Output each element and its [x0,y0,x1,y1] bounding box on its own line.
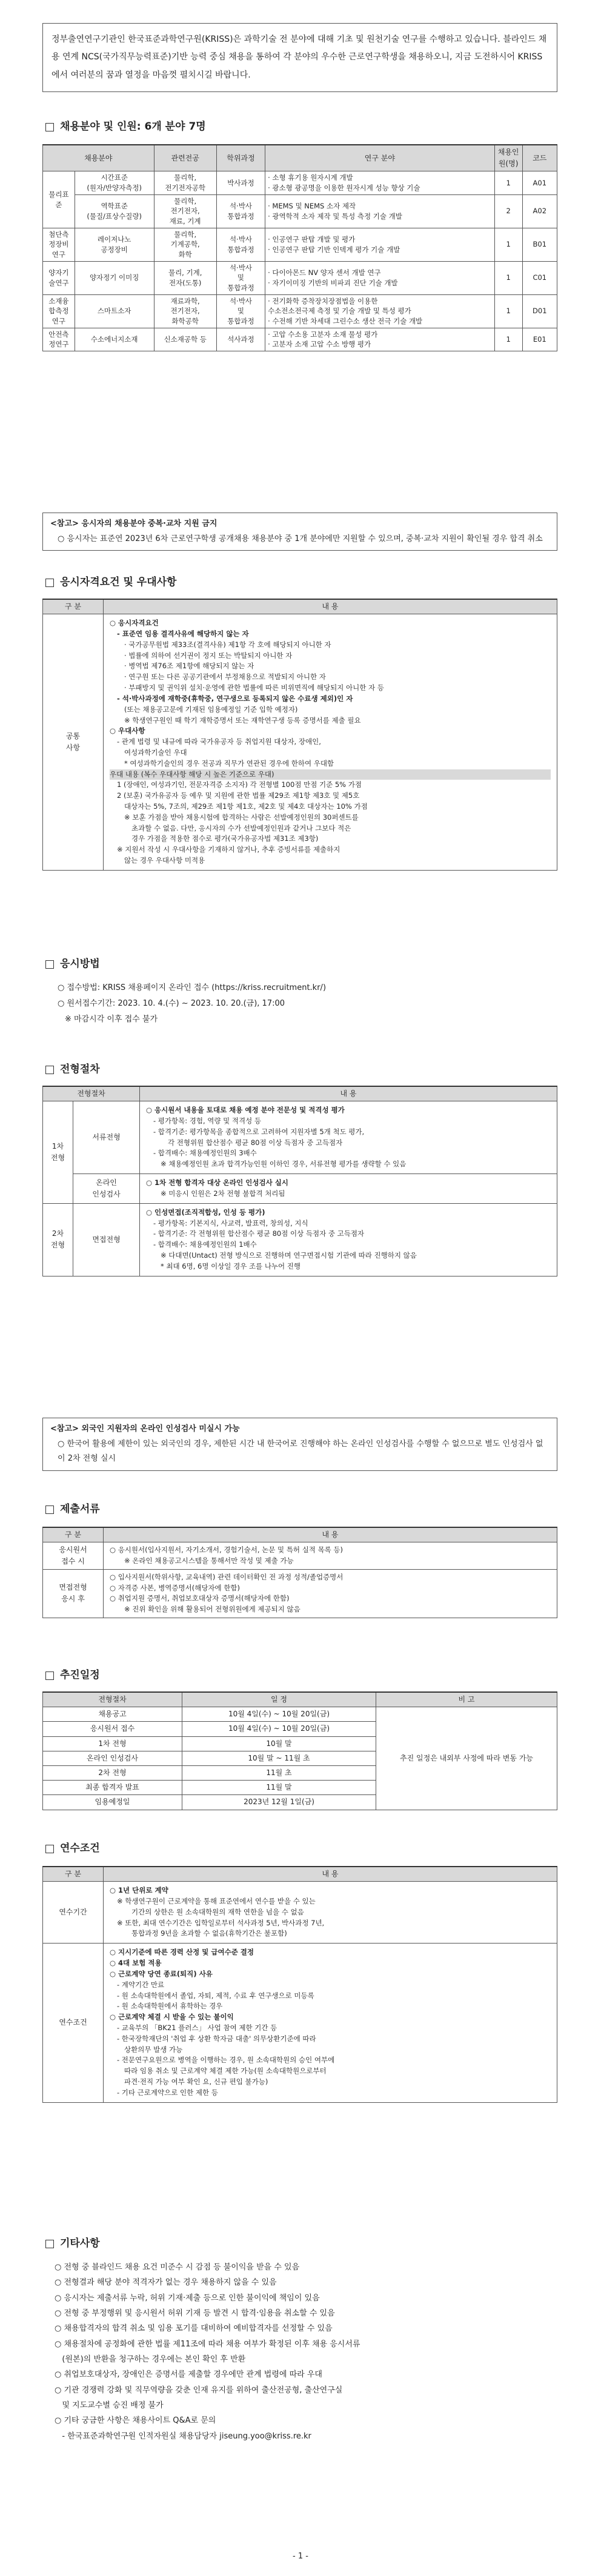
schedule-step: 임용예정일 [43,1795,182,1810]
note-body: ○ 응시자는 표준연 2023년 6차 근로연구학생 공개채용 채용분야 중 1개 분야에만 지원할 수 있으며, 중복·교차 지원이 확인될 경우 합격 취소 [58,534,543,543]
list-item: ○ 원서접수기간: 2023. 10. 4.(수) ~ 2023. 10. 20.(금), 17:00 [58,999,285,1008]
content-line: - 전문연구요원으로 병역을 이행하는 경우, 원 소속대학원의 승인 여부에 [117,2056,335,2065]
section-title-text: 연수조건 [60,1842,100,1854]
cell-major: 재료과학, 전기전자, 화학공학 [154,294,216,328]
table-row [43,171,557,194]
row-label: 연수기간 [43,1882,104,1944]
cell-code: B01 [522,228,557,261]
row-content [104,1569,557,1618]
content-line: - 합격기준: 각 전형위원 합산점수 평균 80점 이상 득점자 중 고득점자 [153,1229,365,1238]
col-header: 내 용 [140,1086,557,1101]
cell-major: 물리학, 전기전자, 재료, 기계 [154,194,216,228]
col-header: 일 정 [182,1692,376,1707]
content-line: · 병역법 제76조 제1항에 해당되지 않는 자 [124,662,254,671]
step-content [140,1101,557,1174]
schedule-step: 채용공고 [43,1707,182,1722]
list-item: ○ 채용합격자의 합격 취소 및 임용 포기를 대비하여 예비합격자를 선정할 수 있음 [55,2324,333,2334]
row-label: 응시원서 접수 시 [43,1542,104,1570]
content-line: · 법률에 의하여 선거권이 정지 또는 박탈되지 아니한 자 [124,651,293,660]
cell-code: E01 [522,328,557,351]
application-method-list [58,980,554,1027]
col-header: 전형절차 [43,1086,140,1101]
content-line: ○ 1년 단위로 계약 [110,1886,168,1895]
cell-research: · 인공연구 판탑 개발 및 평가 · 인공연구 판탑 기반 인덱계 평가 기술 개발 [265,228,495,261]
cell-major: 물리학, 전기전자공학 [154,171,216,194]
col-header: 내 용 [104,1527,557,1542]
content-line: * 여성과학기술인의 경우 전공과 직무가 연관된 경우에 한하여 우대함 [124,759,334,768]
col-header: 학위과정 [216,145,265,171]
intro-box: 정부출연연구기관인 한국표준과학연구원(KRISS)은 과학기술 전 분야에 대해 기초 및 원천기술 연구를 수행하고 있습니다. 블라인드 채용 연계 NCS(국가직무능력표준)기반 능력 중심 채용을 통하여 각 분야의 우수한 근로연구학생을 채용하오니, 지금 도전하시어 KRISS에서 여러분의 꿈과 열정을 마음껏 펼치시길 바랍니다. [42,23,557,92]
content-line: - 교육부의 「BK21 플러스」 사업 참여 제한 기간 등 [117,2023,277,2032]
table-row [43,1203,557,1276]
content-line: ○ 취업지원 증명서, 취업보호대상자 증명서(해당자에 한함) [110,1594,290,1603]
schedule-step: 온라인 인성검사 [43,1751,182,1765]
content-line: - 계약기간 만료 [117,1980,165,1989]
note-body: ○ 한국어 활용에 제한이 있는 외국인의 경우, 제한된 시간 내 한국어로 진행해야 하는 온라인 인성검사를 수행할 수 없으므로 별도 인성검사 없이 2차 전형 실시 [58,1439,543,1464]
col-header: 비 고 [376,1692,557,1707]
content-line: - 원 소속대학원에서 휴학하는 경우 [117,2002,223,2011]
group-cell: 물리표준 [43,171,75,228]
section-title-training-conditions [45,1841,100,1857]
checkbox-icon [45,1845,54,1853]
content-line: ※ 온라인 채용공고시스템을 통해서만 작성 및 제출 가능 [124,1556,294,1565]
content-line: ※ 또한, 최대 연수기간은 입학일로부터 석사과정 5년, 박사과정 7년, [117,1918,325,1927]
table-row [43,1944,557,2102]
col-header: 구 분 [43,1527,104,1542]
list-item: ○ 응시자는 제출서류 누락, 허위 기재·제출 등으로 인한 불이익에 책임이 있음 [55,2293,320,2303]
col-header: 관련전공 [154,145,216,171]
table-row [43,1174,557,1204]
content-line: - 평가항목: 경험, 역량 및 적격성 등 [153,1117,262,1125]
section-title-text: 전형절차 [60,1063,100,1075]
cell-research: · 소형 휴기용 원자시계 개발 · 광소형 광공명을 이용한 원자시계 성능 향상 기술 [265,171,495,194]
content-line: ○ 자격증 사본, 병역증명서(해당자에 한함) [110,1583,241,1592]
cell-n: 1 [494,294,522,328]
content-line: 경우 가점을 적용한 점수로 평가(국가유공자법 제31조 제3항) [131,834,319,843]
documents-table [42,1527,557,1618]
cell-major: 신소재공학 등 [154,328,216,351]
checkbox-icon [45,2240,54,2248]
checkbox-icon [45,1671,54,1680]
col-header: 전형절차 [43,1692,182,1707]
cell-code: A01 [522,171,557,194]
schedule-date: 10월 말 [182,1736,376,1751]
selection-table [42,1086,557,1276]
content-line: · 부패방지 및 권익위 설치·운영에 관한 법률에 따른 비위면직에 해당되지 아니한 자 등 [124,683,384,692]
table-row [43,1707,557,1722]
cell-research: · 전기화학 증착장치장점법을 이용한 수소전소전극제 측정 및 기술 개발 및 특성 평가 · 수전해 기반 차세대 그린수소 생산 전극 기술 개발 [265,294,495,328]
section-title-selection-process [45,1061,100,1078]
group-cell: 첨단측정장비연구 [43,228,75,261]
content-line: 2 (보훈) 국가유공자 등 예우 및 지원에 관한 법률 제29조 제1항 제3호 및 제5호 [117,791,360,800]
cell-degree: 석·박사 통합과정 [216,194,265,228]
list-item: ○ 기타 궁금한 사항은 채용사이트 Q&A로 문의 [55,2416,216,2426]
schedule-remark: 추진 일정은 내외부 사정에 따라 변동 가능 [376,1707,557,1810]
schedule-step: 응시원서 접수 [43,1722,182,1736]
group-cell: 양자기술연구 [43,261,75,294]
schedule-date: 2023년 12월 1일(금) [182,1795,376,1810]
content-line: ※ 지원서 작성 시 우대사항을 기재하지 않거나, 추후 증빙서류를 제출하지 [117,845,340,854]
col-header: 채용분야 [43,145,154,171]
checkbox-icon [45,960,54,969]
schedule-step: 최종 합격자 발표 [43,1781,182,1795]
content-line: ※ 미응시 인원은 2차 전형 불합격 처리됨 [161,1189,285,1198]
content-line: - 원 소속대학원에서 졸업, 자퇴, 제적, 수료 후 연구생으로 미등록 [117,1991,314,2000]
content-line: - 기타 근로계약으로 인한 제한 등 [117,2088,218,2097]
content-line: * 최대 6명, 6명 이상일 경우 조를 나누어 진행 [161,1261,301,1270]
cell-n: 2 [494,194,522,228]
cell-field: 수소에너지소재 [75,328,154,351]
cell-degree: 석·박사 및 통합과정 [216,294,265,328]
table-row [43,261,557,294]
row-content [104,1542,557,1570]
list-item: ○ 전형 중 블라인드 채용 요건 미준수 시 감점 등 불이익을 받을 수 있음 [55,2263,300,2272]
content-line: ※ 진위 확인을 위해 활용되어 전형위원에게 제공되지 않음 [124,1605,300,1614]
stage-cell: 1차 전형 [43,1101,73,1204]
note-foreign-applicants [42,1418,557,1471]
cell-code: A02 [522,194,557,228]
section-title-text: 응시자격요건 및 우대사항 [60,576,177,588]
qualifications-table [42,599,557,871]
table-row [43,1101,557,1174]
others-list [55,2260,557,2444]
section-title-schedule [45,1667,100,1684]
content-line: 상환의무 발생 가능 [124,2045,183,2054]
cell-n: 1 [494,261,522,294]
note-title: <참고> 외국인 지원자의 온라인 인성검사 미실시 가능 [50,1424,240,1433]
content-line: - 합격기준: 평가항목을 종합적으로 고려하여 지원자별 5개 척도 평가, [153,1127,365,1136]
content-line: ○ 근로계약 체결 시 받을 수 있는 불이익 [110,2013,234,2022]
row-label: 면접전형 응시 후 [43,1569,104,1618]
list-item: ○ 취업보호대상자, 장애인은 증명서를 제출할 경우에만 관계 법령에 따라 우대 [55,2370,322,2380]
content-line: ○ 입사지원서(학위사항, 교육내역) 관련 데이터확인 전 과정 성적/졸업증명서 [110,1572,344,1581]
table-row [43,194,557,228]
cell-research: · 고압 수소용 고분자 소재 물성 평가 · 고분자 소재 고압 수소 방행 평가 [265,328,495,351]
step-name: 면접전형 [73,1203,140,1276]
stage-cell: 2차 전형 [43,1203,73,1276]
col-header: 구 분 [43,599,104,614]
content-line: - 합격배수: 채용예정인원의 3배수 [153,1149,257,1158]
schedule-step: 2차 전형 [43,1765,182,1780]
schedule-date: 11월 말 [182,1781,376,1795]
list-item: - 한국표준과학연구원 인적자원실 채용담당자 jiseung.yoo@kriss.re.kr [55,2431,311,2441]
step-content [140,1174,557,1204]
cell-degree: 석·박사 통합과정 [216,228,265,261]
content-line: ○ 근로계약 당연 종료(퇴직) 사유 [110,1969,213,1978]
table-row [43,1542,557,1570]
cell-code: C01 [522,261,557,294]
section-title-text: 추진일정 [60,1669,100,1681]
table-row [43,1882,557,1944]
row-label: 연수조건 [43,1944,104,2102]
content-line: 초과할 수 없음. 다만, 응시자의 수가 선발예정인원과 같거나 그보다 적은 [131,823,351,832]
training-table [42,1866,557,2103]
list-item: ○ 기관 경쟁력 강화 및 직무역량을 갖춘 인재 유지를 위하여 출산전공형, 출산연구실 [55,2385,343,2395]
cell-field: 스마트소자 [75,294,154,328]
content-line: - 합격배수: 채용예정인원의 1배수 [153,1240,257,1249]
schedule-table [42,1691,557,1810]
content-line: 여성과학기술인 우대 [124,748,187,757]
schedule-date: 11월 초 [182,1765,376,1780]
col-header: 내 용 [104,1867,557,1882]
schedule-date: 10월 4일(수) ~ 10월 20일(금) [182,1707,376,1722]
section-title-documents [45,1501,100,1518]
cell-n: 1 [494,228,522,261]
content-line: - 표준연 임용 결격사유에 해당하지 않는 자 [117,629,249,638]
list-item: ○ 전형결과 해당 분야 적격자가 없는 경우 채용하지 않을 수 있음 [55,2278,277,2288]
content-line: 각 전형위원 합산점수 평균 80점 이상 득점자 중 고득점자 [168,1138,343,1147]
cell-field: 양자정기 이미징 [75,261,154,294]
qualifications-content [104,614,557,871]
table-row [43,328,557,351]
note-title: <참고> 응시자의 채용분야 중복·교차 지원 금지 [50,519,217,528]
content-line: ※ 학생연구원이 근로계약을 통해 표준연에서 연수를 받을 수 있는 [117,1897,316,1905]
col-header: 연구 분야 [265,145,495,171]
section-title-text: 제출서류 [60,1503,100,1515]
step-name: 온라인 인성검사 [73,1174,140,1204]
content-line: · 연구원 또는 다른 공공기관에서 부정채용으로 적발되지 아니한 자 [124,672,326,682]
content-line: 기간의 상한은 원 소속대학원의 재학 연한을 넘을 수 없음 [131,1907,304,1916]
list-item: ○ 접수방법: KRISS 채용페이지 온라인 접수 (https://kriss.recruitment.kr/) [58,983,327,992]
row-content [104,1882,557,1944]
cell-field: 시간표준 (원자/반양자측정) [75,171,154,194]
content-line: ○ 4대 보험 적용 [110,1959,162,1968]
list-item: 및 지도교수별 승진 배정 불가 [55,2401,164,2411]
schedule-date: 10월 4일(수) ~ 10월 20일(금) [182,1722,376,1736]
list-item: ○ 채용절차에 공정화에 관한 법률 제11조에 따라 채용 여부가 확정된 이후 채용 응시서류 [55,2339,360,2349]
content-line: ※ 보훈 가점을 받아 채용시험에 합격하는 사람은 선발예정인원의 30퍼센트를 [124,812,359,822]
cell-research: · MEMS 및 NEMS 소자 제작 · 광역학적 소자 제작 및 특성 측정 기술 개발 [265,194,495,228]
table-row [43,294,557,328]
section-title-text: 응시방법 [60,958,100,970]
content-line: 파견·전직 가능 여부 확인 요, 신규 편입 불가능) [124,2077,268,2086]
col-header: 채용인원(명) [494,145,522,171]
table-row [43,228,557,261]
group-cell: 안전측정연구 [43,328,75,351]
checkbox-icon [45,1505,54,1514]
content-line: ○ 응시원서 내용을 토대로 채용 예정 분야 전문성 및 적격성 평가 [146,1106,345,1115]
section-title-text: 채용분야 및 인원: 6개 분야 7명 [60,121,206,133]
content-line: ○ 지시기준에 따른 경력 산정 및 급여수준 결정 [110,1948,254,1957]
content-line: 우대 내용 (복수 우대사항 해당 시 높은 기준으로 우대) [110,769,551,780]
content-line: 따라 임용 취소 및 근로계약 체결 제한 가능(원 소속대학원으로부터 [124,2066,327,2076]
content-line: - 한국장학재단의 '취업 후 상환 학자금 대출' 의무상환기준에 따라 [117,2034,316,2043]
list-item: (원본)의 반환을 청구하는 경우에는 본인 확인 후 반환 [55,2355,246,2365]
cell-major: 물리, 기계, 전자(도통) [154,261,216,294]
list-item: ○ 전형 중 부정행위 및 응시원서 허위 기재 등 발견 시 합격·임용을 취소할 수 있음 [55,2309,335,2319]
cell-code: D01 [522,294,557,328]
cell-degree: 석·박사 및 통합과정 [216,261,265,294]
checkbox-icon [45,1066,54,1074]
row-label: 공통 사항 [43,614,104,871]
content-line: 통합과정 9년을 초과할 수 없음(휴학기간은 불포함) [131,1929,287,1938]
cell-n: 1 [494,328,522,351]
step-name: 서류전형 [73,1101,140,1174]
cell-research: · 다이아몬드 NV 양자 센서 개발 연구 · 자기이미징 기반의 비파괴 진단 기술 개발 [265,261,495,294]
content-line: ○ 응시원서(입사지원서, 자기소개서, 경험기술서, 논문 및 특허 실적 목록 등) [110,1545,344,1555]
content-line: - 관계 법령 및 내규에 따라 국가유공자 등 취업지원 대상자, 장애인, [117,737,321,746]
section-title-positions [45,119,206,135]
content-line: ※ 다대면(Untact) 전형 방식으로 진행하며 연구면접시험 기관에 따라 진행하지 않음 [161,1250,417,1260]
col-header: 코드 [522,145,557,171]
content-line: ○ 1차 전형 합격자 대상 온라인 인성검사 실시 [146,1178,288,1187]
section-title-application-method [45,956,100,972]
content-line: ○ 응시자격요건 [110,619,159,628]
section-title-qualifications [45,574,176,591]
content-line: 대상자는 5%, 7조의, 제29조 제1항 제1호, 제2호 및 제4호 대상자는 10% 가점 [124,802,368,811]
step-content [140,1203,557,1276]
section-title-others [45,2236,100,2252]
content-line: ※ 학생연구원인 때 학기 재학증명서 또는 재학연구생 등록 증명서를 제출 필요 [124,715,361,725]
col-header: 구 분 [43,1867,104,1882]
note-duplicate-application [42,513,557,551]
content-line: - 석·박사과정에 재학중(휴학중, 연구생으로 등록되지 않은 수료생 제외)인 자 [117,694,353,703]
col-header: 내 용 [104,599,557,614]
schedule-date: 10월 말 ~ 11월 초 [182,1751,376,1765]
content-line: ※ 채용예정인원 초과 합격가능인원 이하인 경우, 서류전형 평가를 생략할 수 있음 [161,1160,407,1169]
cell-degree: 석사과정 [216,328,265,351]
list-item: ※ 마감시각 이후 접수 불가 [65,1015,158,1024]
section-title-text: 기타사항 [60,2237,100,2249]
cell-degree: 박사과정 [216,171,265,194]
row-content [104,1944,557,2102]
content-line: ○ 인성면접(조직적합성, 인성 등 평가) [146,1207,265,1217]
content-line: 않는 경우 우대사항 미적용 [124,856,205,865]
content-line: ○ 우대사항 [110,726,145,735]
content-line: · 국가공무원법 제33조(결격사유) 제1항 각 호에 해당되지 아니한 자 [124,640,331,649]
schedule-step: 1차 전형 [43,1736,182,1751]
positions-table [42,144,557,351]
content-line: 1 (장애인, 여성과기인, 전문자격증 소지자) 각 전형별 100점 만점 기준 5% 가점 [117,780,362,789]
group-cell: 소재융합측정연구 [43,294,75,328]
content-line: - 평가항목: 기본지식, 사교력, 발표력, 창의성, 지식 [153,1218,308,1227]
cell-n: 1 [494,171,522,194]
content-line: (또는 채용공고문에 기재된 임용예정일 기준 입학 예정자) [124,705,298,714]
checkbox-icon [45,123,54,131]
table-row [43,1569,557,1618]
cell-major: 물리학, 기계공학, 화학 [154,228,216,261]
checkbox-icon [45,579,54,587]
cell-field: 레이저나노 공정장비 [75,228,154,261]
cell-field: 역학표준 (물질/표상수질량) [75,194,154,228]
page-number: - 1 - [293,2552,308,2561]
